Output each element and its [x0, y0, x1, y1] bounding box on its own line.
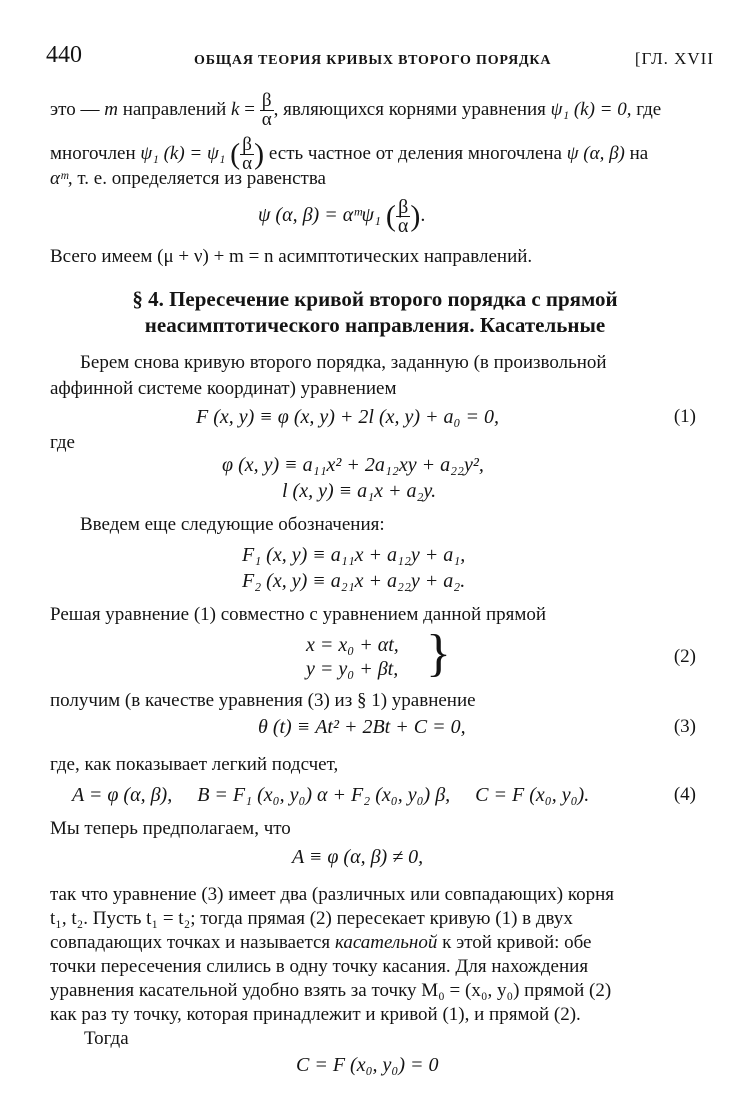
italic-term-tangent: касательной — [334, 932, 438, 953]
math-alpha-m: αᵐ — [50, 168, 68, 189]
equation-text: φ (x, y) ≡ a₁₁x² + 2a₁₂xy + a₂₂y², — [222, 454, 484, 476]
paragraph-5: где, как показывает легкий подсчет, — [50, 754, 339, 775]
frac-numerator: β — [396, 198, 410, 217]
equation-text: F (x, y) ≡ φ (x, y) + 2l (x, y) + a₀ = 0, — [196, 406, 499, 428]
chapter-label: [ГЛ. XVII — [634, 49, 714, 68]
math-psi-ab: ψ (α, β) — [566, 142, 625, 164]
paragraph-7-line-5: уравнения касательной удобно взять за точку M₀ = (x₀, y₀) прямой (2) — [50, 980, 612, 1001]
text-fragment: многочлен — [50, 142, 141, 164]
math-psi-eq-lhs: ψ (α, β) = αᵐψ₁ — [258, 204, 381, 227]
equation-psi: ψ (α, β) = αᵐψ₁ ( $\frac{\beta}{\alpha}$ ). — [258, 196, 426, 237]
equation-number-1: (1) — [673, 406, 696, 427]
equation-text: A ≡ φ (α, β) ≠ 0, — [292, 846, 424, 868]
section-title-line-2: неасимптотического направления. Касательные — [144, 313, 606, 337]
equation-text: θ (t) ≡ At² + 2Bt + C = 0, — [258, 716, 466, 738]
page-header — [46, 42, 714, 72]
equation-condition — [292, 844, 423, 870]
paragraph-1-line-2: аффинной системе координат) уравнением — [50, 378, 397, 399]
intro-line-3 — [50, 166, 326, 192]
equation-F1 — [242, 542, 465, 568]
equation-4 — [72, 782, 589, 808]
paragraph-8: Тогда — [84, 1028, 129, 1049]
right-brace: } — [426, 625, 451, 682]
equation-F2 — [242, 568, 465, 594]
intro-line-1: это — m направлений k = $\frac{\beta}{\alpha}$ , являющихся корнями уравнения ψ₁ (k) = 0, где — [50, 90, 662, 130]
equation-text: F₂ (x, y) ≡ a₂₁x + a₂₂y + a₂. — [242, 570, 466, 592]
equation-text: A = φ (α, β), B = F₁ (x₀, y₀) α + F₂ (x₀, y₀) β, C = F (x₀, y₀). — [72, 784, 590, 806]
paragraph-4: получим (в качестве уравнения (3) из § 1) уравнение — [50, 690, 476, 711]
fraction-beta-alpha — [396, 198, 410, 235]
paragraph-7-line-1: так что уравнение (3) имеет два (различных или совпадающих) корня — [50, 884, 614, 905]
paragraph-7-line-3 — [50, 930, 592, 956]
equation-text: y = y₀ + βt, — [306, 658, 399, 680]
frac-numerator: β — [260, 92, 274, 111]
text-fragment: есть частное от деления многочлена — [268, 142, 567, 164]
equation-number-4: (4) — [673, 784, 696, 805]
equation-text: l (x, y) ≡ a₁x + a₂y. — [282, 480, 437, 502]
equation-number-2: (2) — [673, 646, 696, 667]
section-title-line-1: § 4. Пересечение кривой второго порядка с прямой — [132, 287, 618, 311]
paragraph-1-line-1: Берем снова кривую второго порядка, заданную (в произвольной — [80, 352, 607, 373]
equation-last — [296, 1052, 439, 1078]
text-fragment: это — — [50, 98, 105, 120]
paren-close: ) — [410, 199, 421, 233]
paragraph-7-line-4: точки пересечения слились в одну точку касания. Для нахождения — [50, 956, 589, 977]
equation-3 — [258, 714, 466, 740]
text-fragment: , где — [626, 98, 662, 120]
paren-close: ) — [254, 137, 265, 171]
paragraph-7-line-6: как раз ту точку, которая принадлежит и кривой (1), и прямой (2). — [50, 1004, 581, 1025]
running-title: ОБЩАЯ ТЕОРИЯ КРИВЫХ ВТОРОГО ПОРЯДКА — [194, 53, 552, 68]
paren-open: ( — [230, 137, 241, 171]
frac-denominator: α — [261, 109, 272, 130]
paragraph-3: Решая уравнение (1) совместно с уравнением данной прямой — [50, 604, 547, 625]
text-fragment: к этой кривой: обе — [437, 932, 592, 953]
equation-text: C = F (x₀, y₀) = 0 — [296, 1054, 439, 1076]
math-k: k — [231, 98, 240, 120]
math-psi1-k: ψ₁ (k) = 0 — [550, 98, 627, 120]
paren-open: ( — [385, 199, 396, 233]
equation-1 — [196, 404, 499, 430]
paragraph-6: Мы теперь предполагаем, что — [50, 818, 291, 839]
equation-l — [282, 478, 436, 504]
text-fragment: , т. е. определяется из равенства — [67, 168, 326, 189]
text-fragment: направлений — [117, 98, 232, 120]
math-m: m — [104, 98, 118, 120]
text-fragment: совпадающих точках и называется — [50, 932, 335, 953]
math-psi1-eq: ψ₁ (k) = ψ₁ — [140, 142, 226, 164]
equation-text: x = x₀ + αt, — [306, 634, 399, 656]
equation-phi — [222, 452, 484, 478]
frac-numerator: β — [240, 136, 254, 155]
frac-denominator: α — [397, 215, 409, 237]
text-fragment: на — [624, 142, 649, 164]
equation-2b — [306, 656, 398, 682]
paragraph-2: Введем еще следующие обозначения: — [80, 514, 385, 535]
text-fragment: , являющихся корнями уравнения — [273, 98, 551, 120]
page-number: 440 — [46, 42, 82, 68]
fraction-beta-alpha — [260, 92, 274, 129]
frac-denominator: α — [242, 153, 253, 174]
equation-text: F₁ (x, y) ≡ a₁₁x + a₁₂y + a₁, — [242, 544, 466, 566]
total-line: Всего имеем (μ + ν) + m = n асимптотических направлений. — [50, 246, 533, 267]
equation-number-3: (3) — [673, 716, 696, 737]
paragraph-7-line-2: t₁, t₂. Пусть t₁ = t₂; тогда прямая (2) пересекает кривую (1) в двух — [50, 908, 573, 929]
where-label: где — [50, 432, 75, 453]
equation-2a — [306, 632, 399, 658]
